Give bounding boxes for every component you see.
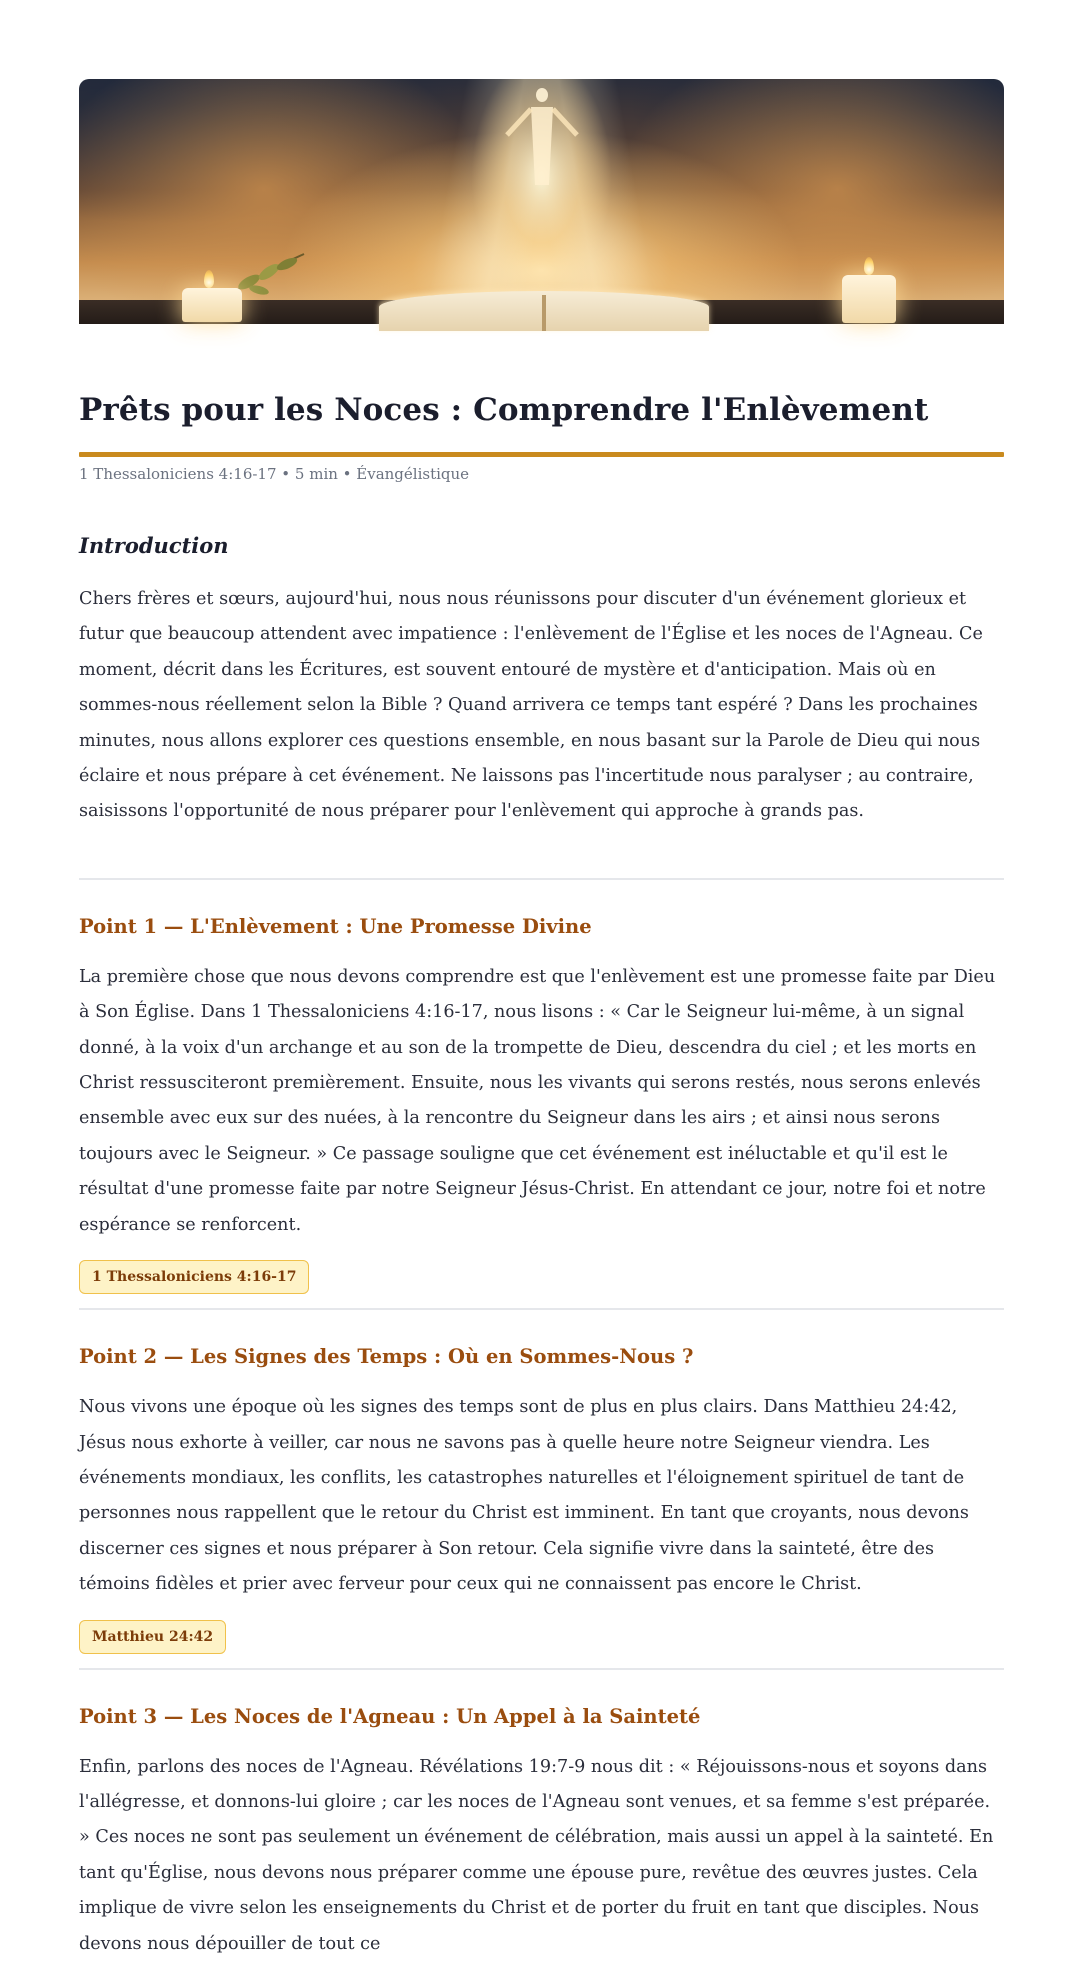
point-heading: Point 2 — Les Signes des Temps : Où en Sommes-Nous ? — [79, 1345, 694, 1369]
article — [79, 79, 1004, 1962]
point-section-1 — [79, 914, 1004, 1294]
point-heading: Point 1 — L'Enlèvement : Une Promesse Divine — [79, 914, 592, 938]
page-title: Prêts pour les Noces : Comprendre l'Enlèvement — [79, 392, 929, 428]
ascending-figure-icon — [527, 85, 557, 205]
scripture-reference-badge[interactable]: Matthieu 24:42 — [79, 1620, 226, 1654]
hero-image — [79, 79, 1004, 324]
article-meta: 1 Thessaloniciens 4:16-17 • 5 min • Évangélistique — [79, 465, 470, 483]
intro-paragraph: Chers frères et sœurs, aujourd'hui, nous nous réunissons pour discuter d'un événement glorieux et futur que beaucoup attendent avec impatience : l'enlèvement de l'Église et les noces de l'Agneau. Ce moment, décrit dans les Écritures, est souvent entouré de mystère et d'anticipation. Mais où en sommes-nous réellement selon la Bible ? Quand arrivera ce temps tant espéré ? Dans les prochaines minutes, nous allons explorer ces questions ensemble, en nous basant sur la Parole de Dieu qui nous éclaire et nous prépare à cet événement. Ne laissons pas l'incertitude nous paralyser ; au contraire, saisissons l'opportunité de nous préparer pour l'enlèvement qui approche à grands pas. — [79, 589, 983, 822]
section-divider — [79, 1308, 1004, 1310]
title-underline — [79, 452, 1004, 457]
point-paragraph: La première chose que nous devons comprendre est que l'enlèvement est une promesse faite par Dieu à Son Église. Dans 1 Thessaloniciens 4:16-17, nous lisons : « Car le Seigneur lui-même, à un signal donné, à la voix d'un archange et au son de la trompette de Dieu, descendra du ciel ; et les morts en Christ ressusciteront premièrement. Ensuite, nous les vivants qui serons restés, nous serons enlevés ensemble avec eux sur des nuées, à la rencontre du Seigneur dans les airs ; et ainsi nous serons toujours avec le Seigneur. » Ce passage souligne que cet événement est inéluctable et qu'il est le résultat d'une promesse faite par notre Seigneur Jésus-Christ. En attendant ce jour, notre foi et notre espérance se renforcent. — [79, 966, 996, 1235]
candle-icon — [182, 288, 242, 322]
point-paragraph: Enfin, parlons des noces de l'Agneau. Révélations 19:7-9 nous dit : « Réjouissons-nous et soyons dans l'allégresse, et donnons-lui gloire ; car les noces de l'Agneau sont venues, et sa femme s'est préparée. » Ces noces ne sont pas seulement un événement de célébration, mais aussi un appel à la sainteté. En tant qu'Église, nous devons nous préparer comme une épouse pure, revêtue des œuvres justes. Cela implique de vivre selon les enseignements du Christ et de porter du fruit en tant que disciples. Nous devons nous dépouiller de tout ce — [79, 1756, 994, 1954]
candle-icon — [842, 275, 896, 323]
point-paragraph: Nous vivons une époque où les signes des temps sont de plus en plus clairs. Dans Matthieu 24:42, Jésus nous exhorte à veiller, car nous ne savons pas à quelle heure notre Seigneur viendra. Les événements mondiaux, les conflits, les catastrophes naturelles et l'éloignement spirituel de tant de personnes nous rappellent que le retour du Christ est imminent. En tant que croyants, nous devons discerner ces signes et nous préparer à Son retour. Cela signifie vivre dans la sainteté, être des témoins fidèles et prier avec ferveur pour ceux qui ne connaissent pas encore le Christ. — [79, 1397, 969, 1595]
intro-heading: Introduction — [79, 533, 229, 558]
section-divider — [79, 878, 1004, 880]
section-divider — [79, 1668, 1004, 1670]
point-section-2 — [79, 1344, 1004, 1653]
scripture-reference-badge[interactable]: 1 Thessaloniciens 4:16-17 — [79, 1260, 309, 1294]
point-section-3 — [79, 1704, 1004, 1962]
open-bible-icon — [379, 291, 709, 331]
point-heading: Point 3 — Les Noces de l'Agneau : Un Appel à la Sainteté — [79, 1704, 701, 1728]
